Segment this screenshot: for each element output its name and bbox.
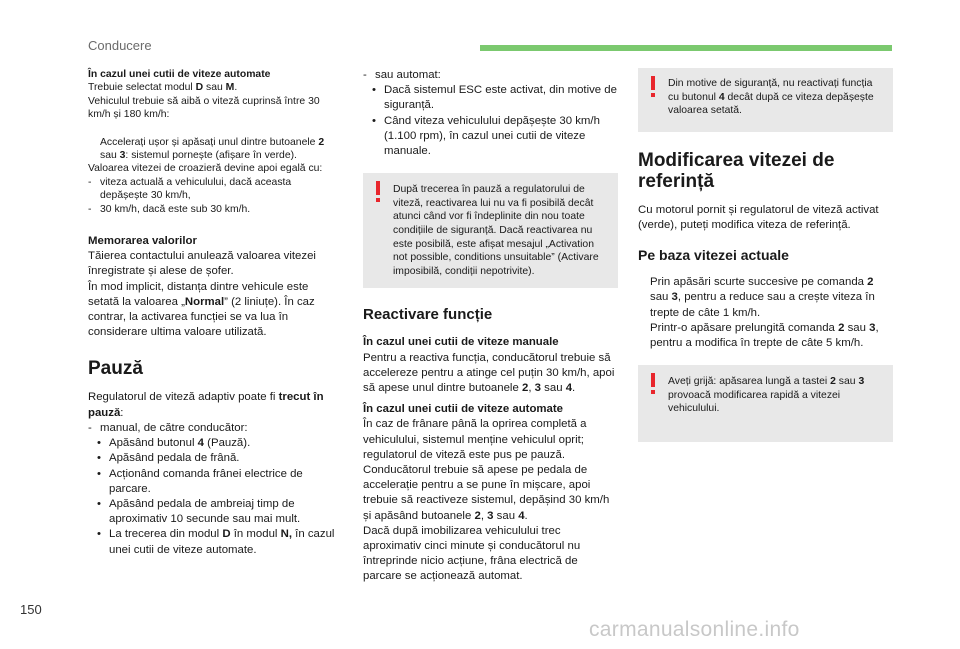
step-item: Printr-o apăsare prelungită comanda 2 sau 3, pentru a modifica în trepte de câte 5 km/h. <box>638 321 893 351</box>
section-title: Conducere <box>88 38 152 53</box>
memory-paragraph-2: În mod implicit, distanța dintre vehicule este setată la valoarea „Normal” (2 liniuțe). În caz contrar, la activarea funcției se va lua în considerare ultima valoare utilizată. <box>88 280 315 339</box>
list-item: • Când viteza vehiculului depășește 30 km/h (1.100 rpm), în cazul unei cutii de viteze manuale. <box>372 114 600 158</box>
watermark: carmanualsonline.info <box>589 618 800 641</box>
step-checkbox-icon <box>638 321 650 351</box>
warning-box <box>638 68 893 132</box>
list-item: • Dacă sistemul ESC este activat, din motive de siguranță. <box>372 84 617 112</box>
auto-reactivation-text: În caz de frânare până la oprirea completă a vehiculului, sistemul menține vehiculul oprit; regulatorul de viteză este pus pe pauză. Conducătorul trebuie să apese pe pedala de accelerație pentru a se pune în mișcare, apoi trebuie să reactiveze sistemul, depășind 30 km/h și apăsând butoanele 2, 3 sau 4. <box>363 418 610 522</box>
warning-box <box>363 173 618 288</box>
dash-item: - manual, de către conducător: <box>88 421 248 434</box>
page-number: 150 <box>20 602 42 617</box>
pause-intro: Regulatorul de viteză adaptiv poate fi trecut în pauză: <box>88 391 324 419</box>
warning-icon <box>648 373 658 395</box>
list-item: • Acționând comanda frânei electrice de parcare. <box>97 467 303 495</box>
modify-speed-heading: Modificarea vitezei de referință <box>638 149 835 192</box>
column-middle <box>363 68 618 585</box>
warning-text: Aveți grijă: apăsarea lungă a tastei 2 sau 3 provoacă modificarea rapidă a vitezei vehiculului. <box>668 376 865 415</box>
warning-icon <box>373 181 383 203</box>
current-speed-heading: Pe baza vitezei actuale <box>638 247 789 264</box>
auto-gearbox-heading-2: În cazul unei cutii de viteze automate <box>363 403 564 416</box>
parking-brake-text: Dacă după imobilizarea vehiculului trec aproximativ cinci minute și conducătorul nu întreprinde nicio acțiune, frâna electrică de parcare se acționează automat. <box>363 524 581 583</box>
column-left <box>88 68 338 558</box>
cruise-value-text: Valoarea vitezei de croazieră devine apoi egală cu: <box>88 163 323 175</box>
manual-gearbox-heading: În cazul unei cutii de viteze manuale <box>363 336 559 349</box>
modify-speed-text: Cu motorul pornit și regulatorul de viteză activat (verde), puteți modifica viteza de referință. <box>638 203 879 231</box>
pause-heading: Pauză <box>88 358 143 380</box>
speed-range-text: Vehiculul trebuie să aibă o viteză cuprinsă între 30 km/h și 180 km/h: <box>88 95 320 121</box>
memory-paragraph: Tăierea contactului anulează valoarea vitezei înregistrate și alese de șofer. <box>88 250 316 278</box>
warning-text: După trecerea în pauză a regulatorului de viteză, reactivarea lui nu va fi posibilă decât atunci când vor fi îndeplinite din nou toate condițiile de siguranță. Dacă reactivarea nu este posibilă, este afișat mesajul „Activation not possible, conditions unsuitable” (Activare imposibilă, condiții nepotrivite). <box>393 184 599 277</box>
list-item: • La trecerea din modul D în modul N, în cazul unei cutii de viteze automate. <box>97 528 335 556</box>
step-activate: Accelerați ușor și apăsați unul dintre butoanele 2 sau 3: sistemul pornește (afișare în verde). <box>88 136 338 163</box>
dash-item: - 30 km/h, dacă este sub 30 km/h. <box>88 203 251 215</box>
memory-heading: Memorarea valorilor <box>88 235 197 248</box>
step-checkbox-icon <box>88 136 100 163</box>
reactivation-heading: Reactivare funcție <box>363 306 493 324</box>
dash-item: - viteza actuală a vehiculului, dacă aceasta depășește 30 km/h, <box>88 176 292 202</box>
manual-reactivation-text: Pentru a reactiva funcția, conducătorul trebuie să accelereze pentru a atinge cel puțin 30 km/h, apoi să apese unul dintre butoanele 2, 3 sau 4. <box>363 351 615 394</box>
warning-box <box>638 365 893 442</box>
step-item: Prin apăsări scurte succesive pe comanda 2 sau 3, pentru a reduce sau a crește viteza în trepte de câte 1 km/h. <box>638 275 893 321</box>
list-item: • Apăsând butonul 4 (Pauză). <box>97 437 251 450</box>
list-item: • Apăsând pedala de ambreiaj timp de aproximativ 10 secunde sau mai mult. <box>97 497 301 526</box>
step-checkbox-icon <box>638 275 650 321</box>
list-item: • Apăsând pedala de frână. <box>97 452 240 465</box>
dash-item: - sau automat: <box>363 69 441 81</box>
warning-text: Din motive de siguranță, nu reactivați funcția cu butonul 4 decât după ce viteza depășește valoarea setată. <box>668 78 874 117</box>
warning-icon <box>648 76 658 98</box>
column-right <box>638 68 893 442</box>
auto-gearbox-heading: În cazul unei cutii de viteze automate <box>88 69 271 80</box>
auto-mode-line: Trebuie selectat modul D sau M. <box>88 82 238 94</box>
section-accent-bar <box>480 45 892 51</box>
